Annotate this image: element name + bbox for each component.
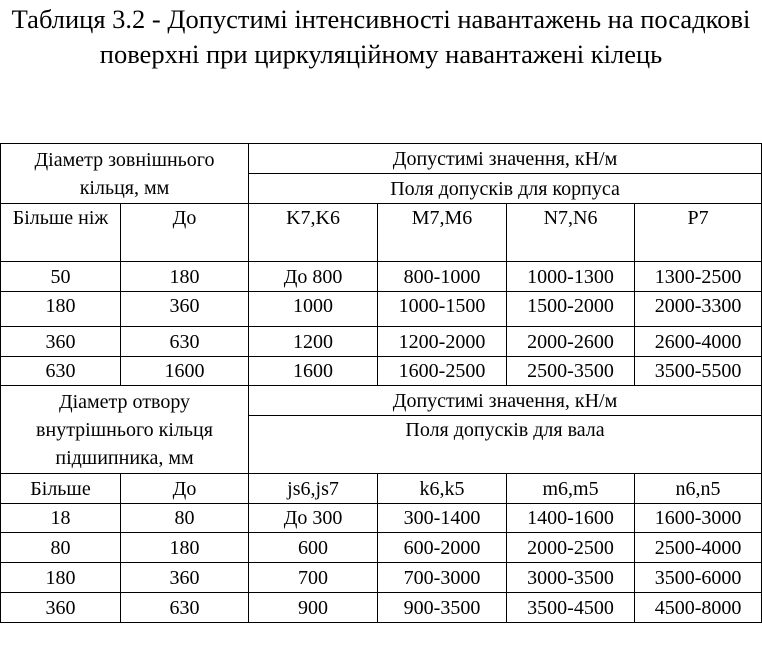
table-row bbox=[1, 292, 762, 327]
cell: 1400-1600 bbox=[507, 504, 635, 533]
cell: 900-3500 bbox=[378, 593, 507, 623]
cell: 1500-2000 bbox=[507, 292, 635, 327]
table-row bbox=[1, 593, 762, 623]
table-row bbox=[1, 327, 762, 357]
cell: 4500-8000 bbox=[635, 593, 762, 623]
housing-fit-2: M7,M6 bbox=[378, 204, 507, 262]
cell: 360 bbox=[121, 292, 249, 327]
cell: 1300-2500 bbox=[635, 262, 762, 292]
cell: 3500-6000 bbox=[635, 563, 762, 593]
shaft-fit-1: js6,js7 bbox=[249, 474, 378, 504]
shaft-col-more: Більше bbox=[1, 474, 121, 504]
cell: 630 bbox=[1, 357, 121, 386]
cell: 630 bbox=[121, 593, 249, 623]
table-row bbox=[1, 504, 762, 533]
cell: 1600-3000 bbox=[635, 504, 762, 533]
housing-col-more: Більше ніж bbox=[1, 204, 121, 262]
housing-diameter-header: Діаметр зовнішнього кільця, мм bbox=[1, 144, 249, 204]
load-intensity-table bbox=[0, 143, 762, 623]
cell: До 800 bbox=[249, 262, 378, 292]
cell: 1600 bbox=[249, 357, 378, 386]
cell: 80 bbox=[1, 533, 121, 563]
cell: 180 bbox=[121, 262, 249, 292]
cell: 2000-2500 bbox=[507, 533, 635, 563]
cell: 80 bbox=[121, 504, 249, 533]
housing-values-header: Допустимі значення, кН/м bbox=[249, 144, 762, 174]
cell: 50 bbox=[1, 262, 121, 292]
cell: 600 bbox=[249, 533, 378, 563]
cell: 1200 bbox=[249, 327, 378, 357]
shaft-fit-2: k6,k5 bbox=[378, 474, 507, 504]
shaft-col-to: До bbox=[121, 474, 249, 504]
cell: 700 bbox=[249, 563, 378, 593]
housing-col-to: До bbox=[121, 204, 249, 262]
cell: 1600 bbox=[121, 357, 249, 386]
shaft-fit-4: n6,n5 bbox=[635, 474, 762, 504]
cell: 1200-2000 bbox=[378, 327, 507, 357]
cell: 600-2000 bbox=[378, 533, 507, 563]
shaft-diameter-header: Діаметр отвору внутрішнього кільця підшипника, мм bbox=[1, 386, 249, 474]
table-row bbox=[1, 262, 762, 292]
cell: 900 bbox=[249, 593, 378, 623]
cell: 2000-3300 bbox=[635, 292, 762, 327]
cell: 1000 bbox=[249, 292, 378, 327]
cell: 2500-3500 bbox=[507, 357, 635, 386]
cell: 1000-1300 bbox=[507, 262, 635, 292]
cell: 300-1400 bbox=[378, 504, 507, 533]
cell: 1000-1500 bbox=[378, 292, 507, 327]
cell: 2000-2600 bbox=[507, 327, 635, 357]
table-row bbox=[1, 563, 762, 593]
cell: 3000-3500 bbox=[507, 563, 635, 593]
shaft-fit-3: m6,m5 bbox=[507, 474, 635, 504]
table-row bbox=[1, 533, 762, 563]
housing-fields-header: Поля допусків для корпуса bbox=[249, 174, 762, 204]
housing-fit-4: P7 bbox=[635, 204, 762, 262]
cell: 630 bbox=[121, 327, 249, 357]
shaft-fields-header: Поля допусків для вала bbox=[249, 416, 762, 474]
shaft-values-header: Допустимі значення, кН/м bbox=[249, 386, 762, 416]
cell: 1600-2500 bbox=[378, 357, 507, 386]
table-row bbox=[1, 357, 762, 386]
table-caption: Таблиця 3.2 - Допустимі інтенсивності навантажень на посадкові поверхні при циркуляційному навантажені кілець bbox=[11, 4, 751, 69]
cell: 2600-4000 bbox=[635, 327, 762, 357]
cell: 180 bbox=[1, 563, 121, 593]
cell: 360 bbox=[121, 563, 249, 593]
cell: До 300 bbox=[249, 504, 378, 533]
housing-fit-3: N7,N6 bbox=[507, 204, 635, 262]
cell: 2500-4000 bbox=[635, 533, 762, 563]
cell: 3500-5500 bbox=[635, 357, 762, 386]
cell: 800-1000 bbox=[378, 262, 507, 292]
cell: 180 bbox=[121, 533, 249, 563]
cell: 360 bbox=[1, 327, 121, 357]
housing-fit-1: K7,K6 bbox=[249, 204, 378, 262]
cell: 3500-4500 bbox=[507, 593, 635, 623]
cell: 700-3000 bbox=[378, 563, 507, 593]
cell: 360 bbox=[1, 593, 121, 623]
cell: 18 bbox=[1, 504, 121, 533]
cell: 180 bbox=[1, 292, 121, 327]
